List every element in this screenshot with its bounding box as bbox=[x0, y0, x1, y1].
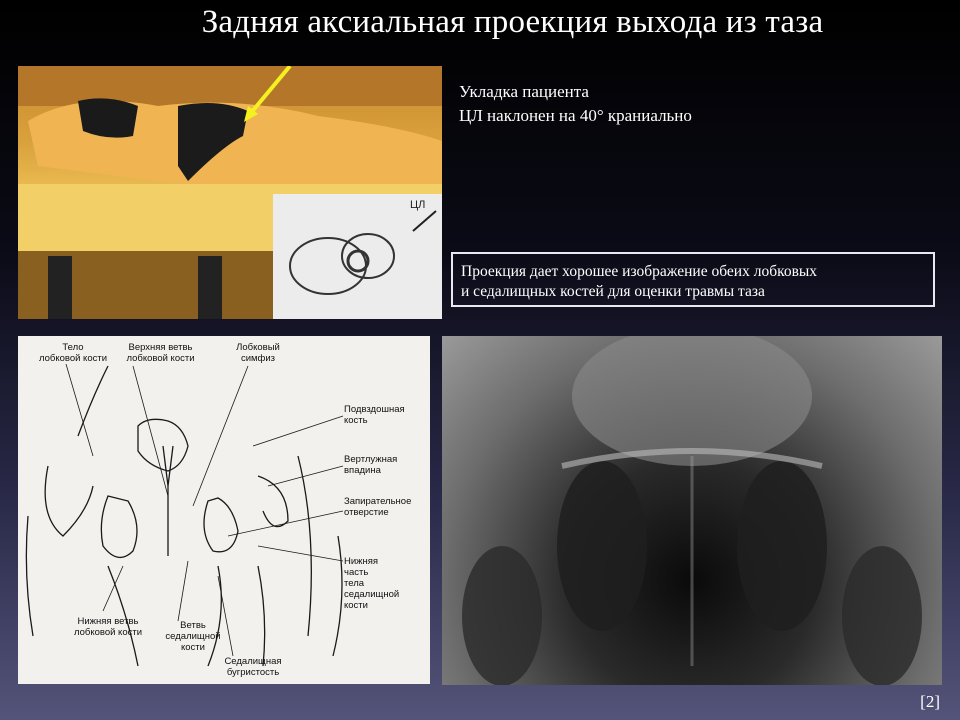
note-line-2: ЦЛ наклонен на 40° краниально bbox=[459, 106, 692, 125]
note-line-1: Укладка пациента bbox=[459, 82, 589, 101]
info-box-line-2: и седалищных костей для оценки травмы таза bbox=[461, 283, 765, 300]
patient-photo-drawing bbox=[18, 66, 442, 319]
label-body-pubis bbox=[38, 342, 108, 364]
label-inferior-ramus-text: Нижняя ветвь лобковой кости bbox=[73, 616, 143, 638]
pelvis-xray-image bbox=[442, 336, 942, 685]
label-ischial-ramus bbox=[153, 620, 233, 653]
patient-positioning-photo bbox=[18, 66, 442, 319]
reference-number: [2] bbox=[920, 692, 940, 711]
slide-title: Задняя аксиальная проекция выхода из таза bbox=[201, 4, 824, 40]
label-tuberosity-text: Седалищная бугристость bbox=[224, 656, 282, 678]
label-ilium-text: Подвздошная кость bbox=[344, 404, 405, 426]
label-obturator bbox=[344, 496, 428, 518]
label-acetabulum-text: Вертлужная впадина bbox=[344, 454, 398, 476]
pelvis-diagram bbox=[18, 336, 430, 684]
info-box-line-1: Проекция дает хорошее изображение обеих лобковых bbox=[461, 263, 818, 280]
label-symphysis bbox=[223, 342, 293, 364]
label-superior-ramus bbox=[113, 342, 208, 364]
label-superior-ramus-text: Верхняя ветвь лобковой кости bbox=[126, 342, 195, 364]
label-lower-ischium bbox=[344, 556, 428, 611]
label-ischial-ramus-text: Ветвь седалищной кости bbox=[165, 620, 221, 653]
label-acetabulum bbox=[344, 454, 428, 476]
label-ilium bbox=[344, 404, 428, 426]
positioning-notes bbox=[459, 80, 692, 128]
label-body-pubis-text: Тело лобковой кости bbox=[38, 342, 108, 364]
label-obturator-text: Запирательное отверстие bbox=[344, 496, 412, 518]
label-symphysis-text: Лобковый симфиз bbox=[236, 342, 280, 364]
label-lower-ischium-text: Нижняя часть тела седалищной кости bbox=[344, 556, 400, 611]
label-inferior-ramus bbox=[58, 616, 158, 638]
label-tuberosity bbox=[208, 656, 298, 678]
inset-label: ЦЛ bbox=[410, 199, 426, 211]
info-box bbox=[451, 252, 935, 307]
xray-drawing bbox=[442, 336, 942, 685]
